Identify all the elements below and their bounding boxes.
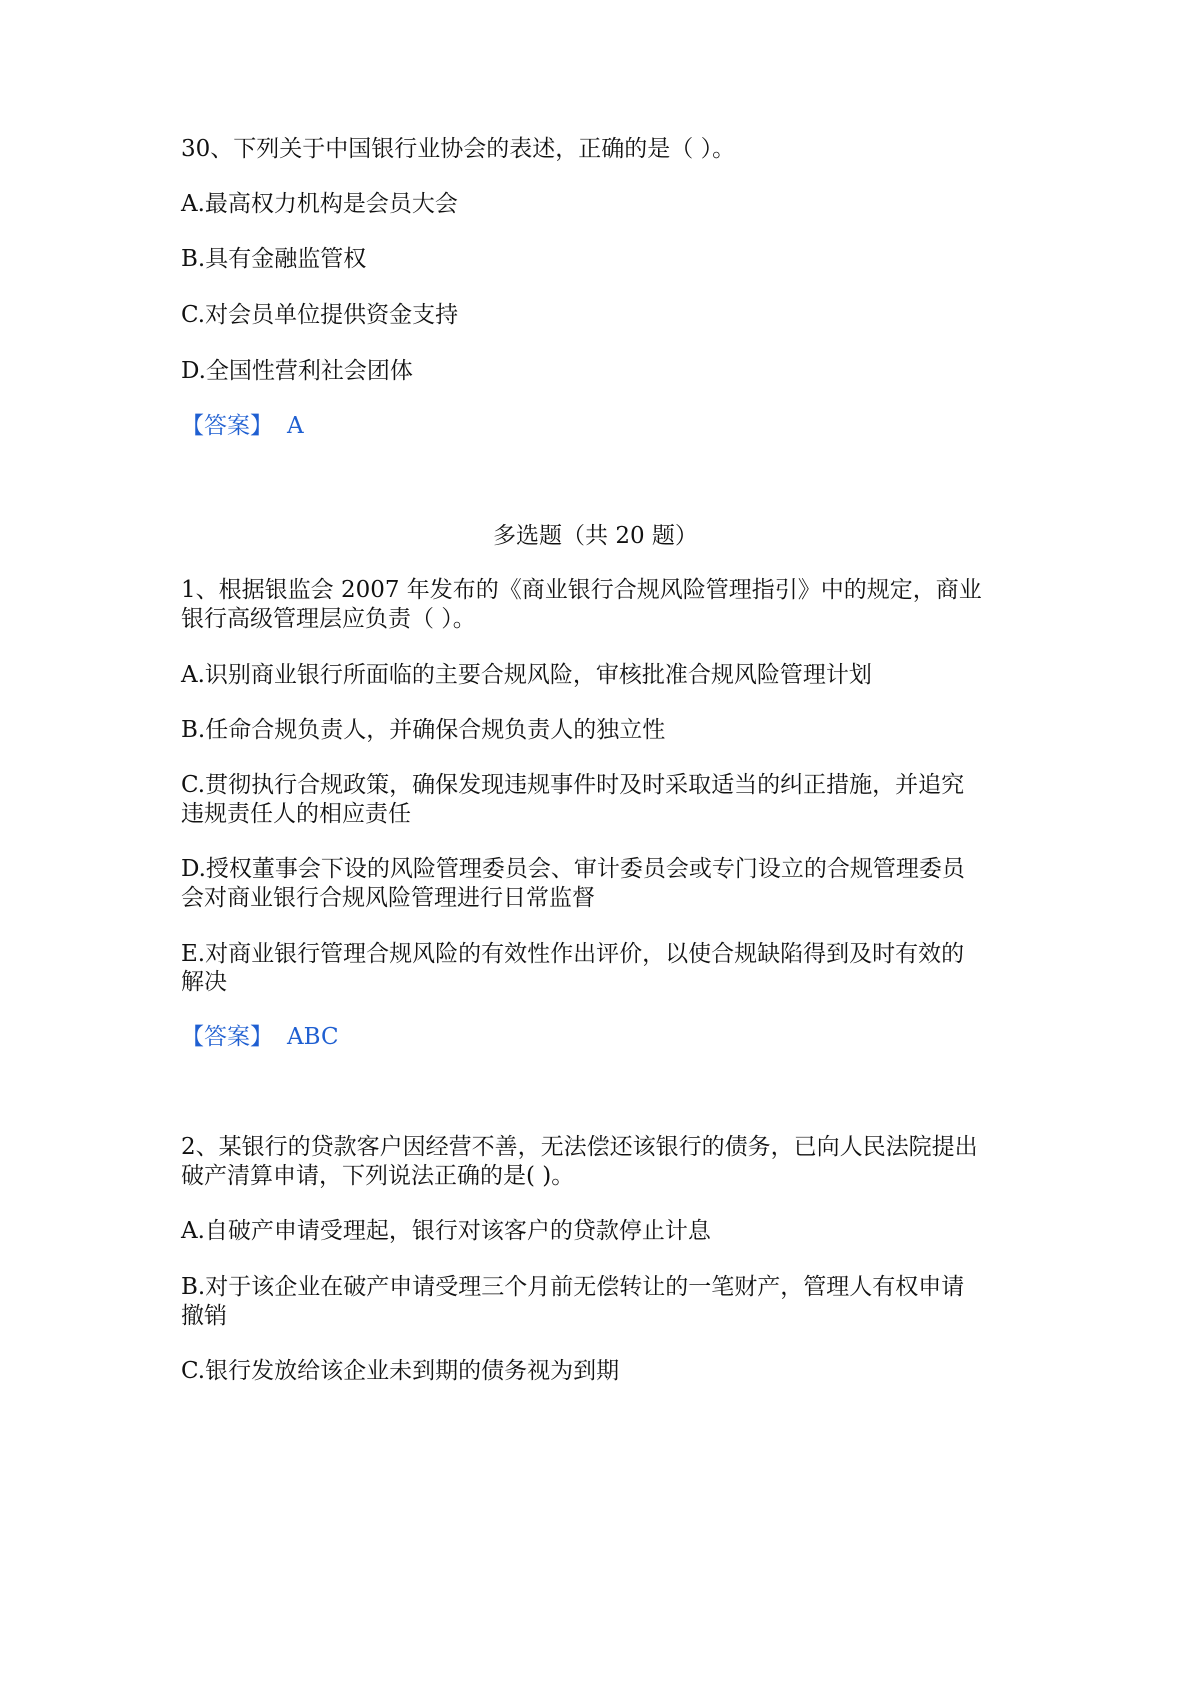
mq1-option-a: A.识别商业银行所面临的主要合规风险，审核批准合规风险管理计划 — [181, 662, 872, 688]
question-30-option-c: C.对会员单位提供资金支持 — [181, 302, 459, 328]
mq1-option-d-line1: D.授权董事会下设的风险管理委员会、审计委员会或专门设立的合规管理委员 — [181, 856, 965, 882]
question-30-stem: 30、下列关于中国银行业协会的表述，正确的是（ ）。 — [181, 136, 736, 162]
mq2-option-a: A.自破产申请受理起，银行对该客户的贷款停止计息 — [181, 1218, 711, 1244]
question-30-option-d: D.全国性营利社会团体 — [181, 358, 413, 384]
answer-value: ABC — [287, 1024, 339, 1050]
mq2-option-b-line1: B.对于该企业在破产申请受理三个月前无偿转让的一笔财产，管理人有权申请 — [181, 1274, 965, 1300]
mq1-option-c-line1: C.贯彻执行合规政策，确保发现违规事件时及时采取适当的纠正措施，并追究 — [181, 772, 965, 798]
mq1-option-c-line2: 违规责任人的相应责任 — [181, 801, 411, 827]
mq1-stem-line2: 银行高级管理层应负责（ ）。 — [181, 606, 476, 632]
answer-label: 【答案】 — [181, 1024, 273, 1050]
mq1-option-e-line2: 解决 — [181, 969, 227, 995]
mq1-stem-line1: 1、根据银监会 2007 年发布的《商业银行合规风险管理指引》中的规定，商业 — [181, 577, 982, 603]
answer-value: A — [287, 413, 304, 439]
mq1-option-e-line1: E.对商业银行管理合规风险的有效性作出评价，以使合规缺陷得到及时有效的 — [181, 941, 965, 967]
mq2-stem-line2: 破产清算申请，下列说法正确的是( )。 — [181, 1163, 575, 1189]
question-30-answer — [181, 411, 1021, 441]
mq2-option-c: C.银行发放给该企业未到期的债务视为到期 — [181, 1358, 620, 1384]
question-30-option-a: A.最高权力机构是会员大会 — [181, 191, 458, 217]
mq1-option-b: B.任命合规负责人，并确保合规负责人的独立性 — [181, 717, 666, 743]
mq1-answer — [181, 1022, 1021, 1052]
mq1-option-d-line2: 会对商业银行合规风险管理进行日常监督 — [181, 885, 595, 911]
mq2-stem-line1: 2、某银行的贷款客户因经营不善，无法偿还该银行的债务，已向人民法院提出 — [181, 1134, 978, 1160]
mq2-option-b-line2: 撤销 — [181, 1303, 227, 1329]
section-title: 多选题（共 20 题） — [493, 523, 698, 549]
question-30-option-b: B.具有金融监管权 — [181, 246, 367, 272]
answer-label: 【答案】 — [181, 413, 273, 439]
